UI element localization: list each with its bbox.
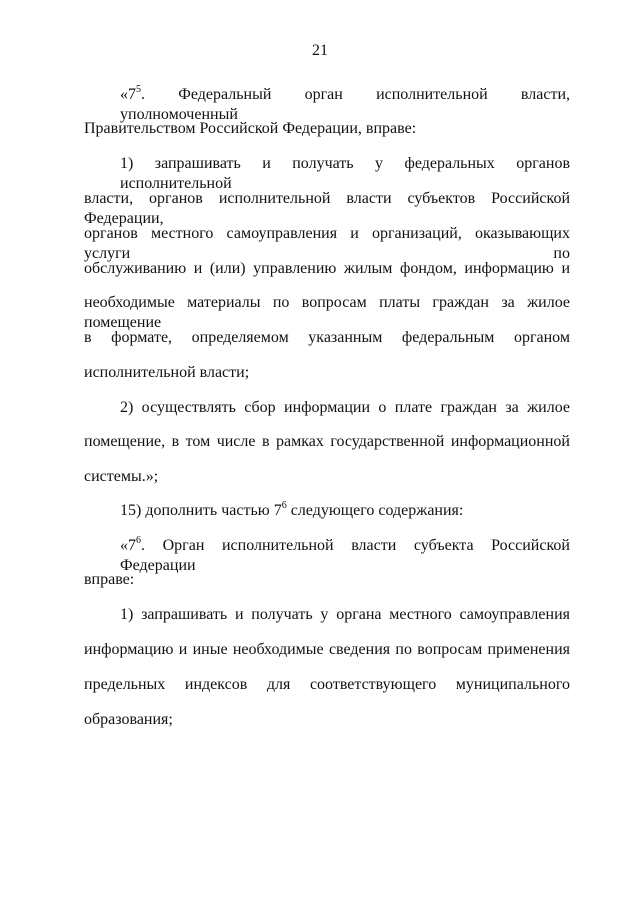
paragraph-3-line-3: системы.»; <box>84 468 159 485</box>
paragraph-2-line-3: органов местного самоуправления и организаций, оказывающих услуги по <box>84 225 570 262</box>
paragraph-3-line-2: помещение, в том числе в рамках государственной информационной <box>84 433 570 450</box>
paragraph-2-line-4: обслуживанию и (или) управлению жилым фондом, информацию и <box>84 260 570 277</box>
paragraph-5-line-2: вправе: <box>84 571 135 588</box>
paragraph-3-line-1: 2) осуществлять сбор информации о плате граждан за жилое <box>120 399 570 416</box>
paragraph-4-line-1: 15) дополнить частью $7^6$ следующего содержания: <box>120 499 464 519</box>
superscript: 6 <box>136 534 141 546</box>
paragraph-1-line-1: «$7^5$. Федеральный орган исполнительной власти, уполномоченный <box>120 83 570 123</box>
paragraph-1-line-2: Правительством Российской Федерации, вправе: <box>84 120 417 137</box>
paragraph-2-line-7: исполнительной власти; <box>84 364 250 381</box>
paragraph-2-line-1: 1) запрашивать и получать у федеральных органов исполнительной <box>120 155 570 192</box>
paragraph-6-line-1: 1) запрашивать и получать у органа местного самоуправления <box>120 606 570 623</box>
superscript: 5 <box>136 83 141 95</box>
page-number: 21 <box>312 42 328 59</box>
paragraph-2-line-6: в формате, определяемом указанным федеральным органом <box>84 329 570 346</box>
paragraph-2-line-5: необходимые материалы по вопросам платы граждан за жилое помещение <box>84 294 570 331</box>
superscript: 6 <box>281 499 287 511</box>
paragraph-5-line-1: «$7^6$. Орган исполнительной власти субъекта Российской Федерации <box>120 534 570 574</box>
paragraph-6-line-4: образования; <box>84 711 173 728</box>
paragraph-6-line-3: предельных индексов для соответствующего муниципального <box>84 676 570 693</box>
paragraph-6-line-2: информацию и иные необходимые сведения по вопросам применения <box>84 641 570 658</box>
paragraph-2-line-2: власти, органов исполнительной власти субъектов Российской Федерации, <box>84 190 570 227</box>
